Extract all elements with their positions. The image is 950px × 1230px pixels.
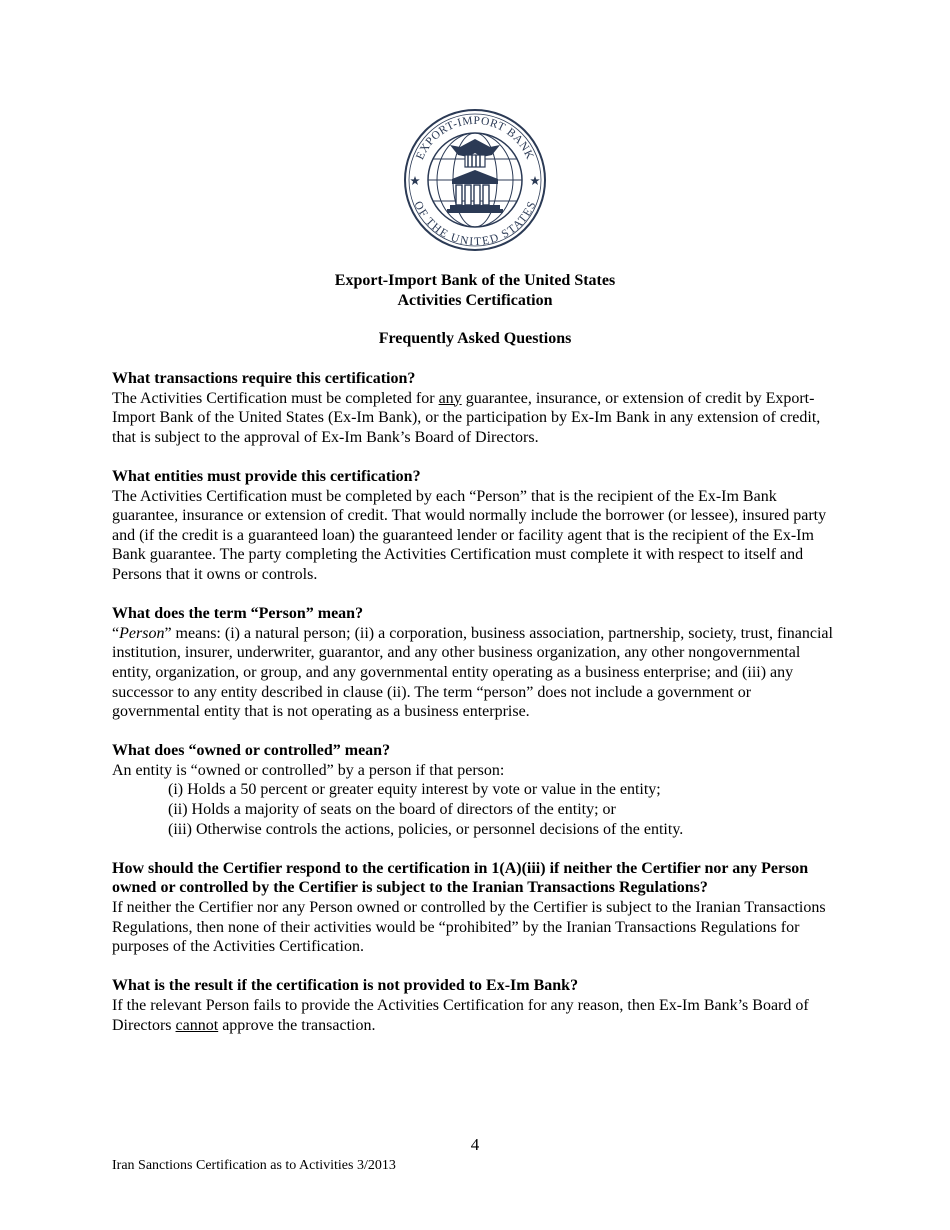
answer-text: The Activities Certification must be completed for [112,389,439,407]
answer-text: guarantee, insurance, or extension of credit by Export-Import Bank of the United States (Ex-Im Bank), or the participation by Ex-Im Bank in any extension of credit, that is subject to the approval of Ex-Im Bank’s Board of Directors. [112,389,821,446]
underlined-word: cannot [175,1016,219,1034]
underlined-word: any [438,389,462,407]
answer-text: “ [112,624,120,642]
building-icon [447,170,503,213]
title-line-2: Activities Certification [397,291,553,309]
faq-question-5: How should the Certifier respond to the certification in 1(A)(iii) if neither the Certifier nor any Person owned or controlled by the Certifier is subject to the Iranian Transactions Regulations? [112,859,809,897]
faq-answer-6 [112,996,842,1035]
seal-bottom-text: OF THE UNITED STATES [411,199,539,249]
answer-text: ” means: (i) a natural person; (ii) a corporation, business association, partnership, society, trust, financial institution, insurer, underwriter, guarantor, and any other business organization, any other nongovernmental entity, organization, or group, and any governmental entity operating as a business enterprise; and (iii) any successor to any entity described in clause (ii). The term “person” does not include a government or governmental entity that is not operating as a business enterprise. [112,624,833,721]
ownership-criteria-list [168,780,842,839]
list-item: (iii) Otherwise controls the actions, policies, or personnel decisions of the entity. [168,820,684,838]
exim-bank-seal [402,107,548,253]
faq-answer-2: The Activities Certification must be completed by each “Person” that is the recipient of the Ex-Im Bank guarantee, insurance or extension of credit. That would normally include the borrower (or lessee), insured party and (if the credit is a guaranteed loan) the guaranteed lender or facility agent that is the recipient of the Ex-Im Bank guarantee. The party completing the Activities Certification must complete it with respect to itself and Persons that it owns or controls. [112,487,827,583]
seal-top-text: EXPORT-IMPORT BANK [414,114,536,162]
page-number: 4 [470,1135,480,1154]
list-item: (i) Holds a 50 percent or greater equity interest by vote or value in the entity; [168,781,661,799]
faq-question-1: What transactions require this certification? [112,370,416,387]
faq-question-6: What is the result if the certification is not provided to Ex-Im Bank? [112,977,579,995]
faq-answer-1 [112,389,842,448]
italic-term: Person [119,624,165,642]
footer-text: Iran Sanctions Certification as to Activities 3/2013 [112,1158,396,1173]
faq-question-2: What entities must provide this certification? [112,467,421,485]
list-item: (ii) Holds a majority of seats on the board of directors of the entity; or [168,801,616,819]
eagle-icon [450,139,500,167]
faq-answer-5: If neither the Certifier nor any Person owned or controlled by the Certifier is subject to the Iranian Transactions Regulations, then none of their activities would be “prohibited” by the Iranian Transactions Regulations for purposes of the Activities Certification. [112,899,826,956]
faq-question-4: What does “owned or controlled” mean? [112,742,391,760]
answer-text: If the relevant Person fails to provide the Activities Certification for any reason, then Ex-Im Bank’s Board of Directors [112,997,809,1034]
faq-answer-3 [112,624,842,722]
faq-heading: Frequently Asked Questions [378,330,572,347]
answer-text: approve the transaction. [218,1016,376,1034]
document-title [0,271,950,310]
title-line-1: Export-Import Bank of the United States [334,272,616,289]
faq-content [112,369,842,1055]
faq-question-3: What does the term “Person” mean? [112,605,364,623]
faq-answer-4-intro: An entity is “owned or controlled” by a person if that person: [112,761,505,779]
